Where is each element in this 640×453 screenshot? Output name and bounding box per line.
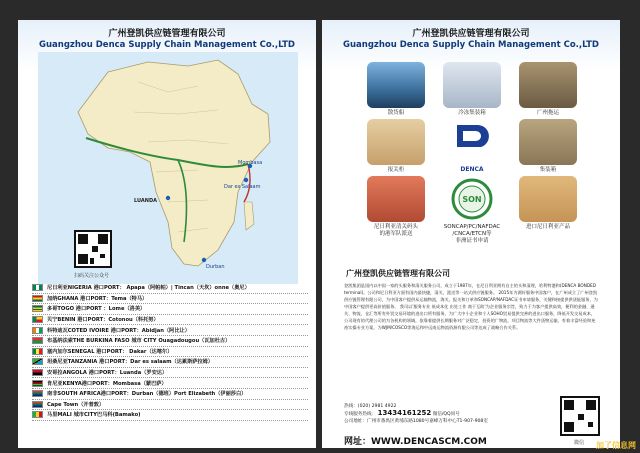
wechat-inline: 微信/QQ同号 (432, 412, 460, 417)
service-container: 集装箱 (514, 119, 582, 174)
list-item: 安哥拉ANGOLA 港口PORT：Luanda（罗安达） (32, 368, 308, 379)
qr-caption-right: 微信 (574, 440, 585, 446)
denca-logo-mark (443, 119, 501, 165)
service-guangzhou-towing: 广州拖运 (514, 62, 582, 117)
container-photo (519, 119, 577, 165)
africa-map (38, 52, 298, 284)
list-item: 科特迪瓦COTED IVOIRE 港口PORT：Abidjan（阿比让） (32, 325, 308, 336)
section-title: 广州登凯供应链管理有限公司 (346, 269, 450, 278)
nigeria-import-photo (519, 176, 577, 222)
list-item: 布基纳法索THE BURKINA FASO 城市 CITY Ouagadougou（瓦加杜古） (32, 336, 308, 347)
right-page (322, 20, 620, 448)
benin-flag-icon (32, 316, 43, 323)
burkina-faso-flag-icon (32, 337, 43, 344)
mali-flag-icon (32, 411, 43, 418)
durban-marker (202, 258, 206, 262)
company-name-en: Guangzhou Denca Supply Chain Management Co.,LTD (39, 40, 295, 50)
list-item: 南非SOUTH AFRICA港口PORT：Durban（德班）Port Elizabeth（伊丽莎白） (32, 389, 308, 400)
service-certificates: SON SONCAP/PC/NAFDAC /CNCA/ETCN等 非洲证书申请 (438, 176, 506, 245)
south-africa-flag-icon (32, 390, 43, 397)
phone-label: 专线服务热线： (344, 412, 377, 417)
south-africa-flag-icon (32, 401, 43, 408)
logo-en: DENCA (460, 166, 484, 173)
dar-marker (244, 178, 248, 182)
ivory-coast-flag-icon (32, 327, 43, 334)
son-label: SON (462, 194, 482, 204)
togo-flag-icon (32, 305, 43, 312)
map-label-mombasa: Mombasa (238, 160, 263, 166)
map-label-luanda: LUANDA (134, 198, 157, 204)
hotline: 热线：(020) 2981 4922 (344, 404, 397, 409)
nigeria-flag-icon (32, 284, 43, 291)
list-item: 多哥TOGO 港口PORT ：Lome（洛美） (32, 304, 308, 315)
list-item: 尼日利亚NIGERIA 港口PORT： Apapa（阿帕帕）| Tincan（天坎）onne（奥尼） (32, 283, 308, 294)
service-bulk-ship: 散货船 (362, 62, 430, 117)
list-item: Cape Town（开普敦） (32, 400, 308, 411)
port-list (32, 283, 308, 421)
list-item: 马里MALI 城市CITY巴马科(Bamako) (32, 410, 308, 421)
qr-code-left (74, 230, 112, 268)
list-item: 贝宁BENIN 港口PORT：Cotonou（科托努） (32, 315, 308, 326)
denca-d-icon (443, 119, 501, 165)
list-item: 加纳GHANA 港口PORT：Tema（特马） (32, 294, 308, 305)
qr-code-right (560, 396, 600, 436)
map-label-dar: Dar es Salaam (224, 184, 261, 190)
footer-logo: 加了信息网 (596, 441, 636, 450)
towing-photo (519, 62, 577, 108)
tanzania-flag-icon (32, 358, 43, 365)
reefer-container-photo (443, 62, 501, 108)
angola-flag-icon (32, 369, 43, 376)
company-name-cn: 广州登凯供应链管理有限公司 (108, 29, 226, 39)
address: 公司地址：广州市番禺区黄埔东路1080号嘉峰万科中心T1-907-908室 (344, 419, 488, 424)
company-description: 登凯集团是国内以中国一家的头服务和清关服务公司，成立于1987年，在尼日利亚拥有自主的头和清理，哈利特港和(DENCA BONDED terminal)。公司和尼日利亚方面有国内最快捷，清关，派送等一站式供应链服务。 2015年为满好服务中国客户，在广州成立了广州登凯供应链管理有限公司，为中国客户提供从运输物流，海关，报关和订单和SONCAP/NAFDAC证书申请服务，关键和接提供供货能服务，为中国客户提供更高价值服务。 我司以'服务专业 低成本化 出处工作 商于互助'为企业服务宗旨，致力于为客户提供高效，便利的金融、通关、物流、仓汇等所有外贸交易环境的进出口所有服务，为广大中小企业和个人SOHO贸易提供完善的进出口服务，降低开发交易成本，公司现有的代理公司的为各机构的领域，依靠着提供长期服务对广泛稳定，投资的广物流，项目物流等大件货物运输，有着丰富经验和充裕实操专业方案，为WJM/COSCO等海运和中远南运物流资源有限公司等达成了战略合作关系。 (344, 283, 598, 330)
senegal-flag-icon (32, 348, 43, 355)
service-reefer-container: 冷冻集装箱 (438, 62, 506, 117)
service-nigeria-import: 进口尼日利亚产品 (514, 176, 582, 245)
service-nigeria-delivery: 尼日利亚清关码头 的港军队派送 (362, 176, 430, 245)
service-grid (362, 62, 582, 247)
map-label-durban: Durban (206, 264, 225, 270)
son-badge (443, 176, 501, 222)
company-name-en: Guangzhou Denca Supply Chain Management Co.,LTD (343, 40, 599, 50)
list-item: 肯尼亚KENYA港口PORT：Mombasa（蒙巴萨） (32, 378, 308, 389)
list-item: 坦桑尼亚TANZANIA 港口PORT：Dar es salaam（达累斯萨拉姆） (32, 357, 308, 368)
service-customs-cabinet: 报关柜 (362, 119, 430, 174)
phone-line (344, 410, 514, 418)
luanda-marker (166, 196, 170, 200)
bulk-ship-photo (367, 62, 425, 108)
nigeria-delivery-photo (367, 176, 425, 222)
company-name-cn: 广州登凯供应链管理有限公司 (412, 29, 530, 39)
phone-number: 13434161252 (377, 409, 432, 417)
customs-cabinet-photo (367, 119, 425, 165)
qr-caption-left: 扫码关注公众号 (74, 273, 110, 279)
denca-logo (438, 119, 506, 174)
contact-block (344, 403, 514, 425)
list-item: 塞内加尔SENEGAL 港口PORT： Dakar（达喀尔） (32, 347, 308, 358)
ghana-flag-icon (32, 295, 43, 302)
website: 网址：WWW.DENCASCM.COM (344, 437, 487, 447)
kenya-flag-icon (32, 380, 43, 387)
left-page (18, 20, 316, 448)
